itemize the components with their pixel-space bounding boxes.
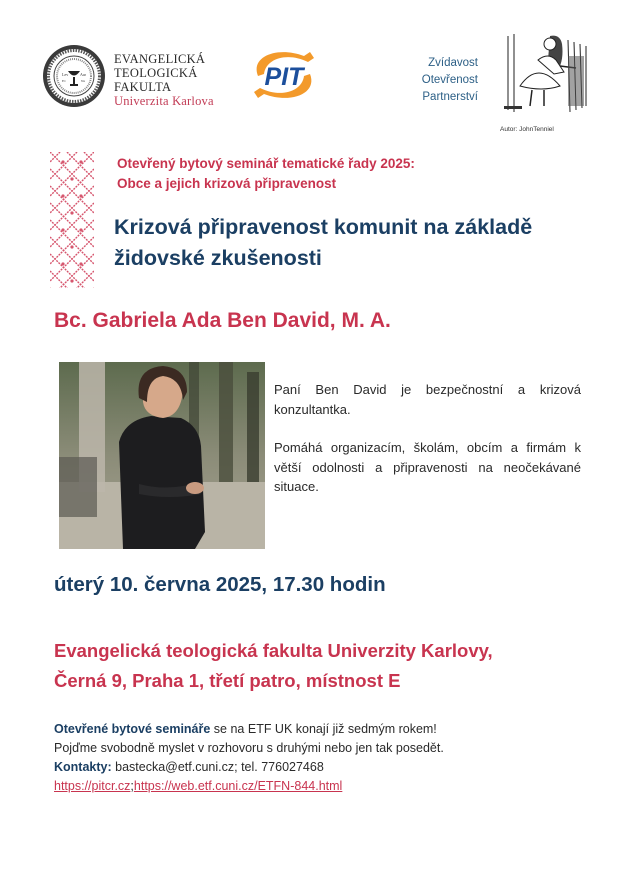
pit-hug-logo-icon [244, 42, 324, 108]
series-line: Otevřený bytový seminář tematické řady 2025: [117, 156, 415, 171]
pattern-dot [70, 177, 73, 180]
footer-line-2: Pojďme svobodně myslet v rozhovoru s druhými nebo jen tak posedět. [54, 741, 444, 755]
contacts-label: Kontakty: [54, 760, 112, 774]
pattern-dot [61, 160, 64, 163]
svg-text:Aar: Aar [80, 72, 86, 77]
faculty-line: TEOLOGICKÁ [114, 66, 198, 80]
value-item: Otevřenost [421, 74, 478, 86]
lecture-title [114, 212, 532, 274]
illustration-credit: Autor: JohnTenniel [500, 126, 554, 133]
title-line: Krizová připravenost komunit na základě [114, 215, 533, 239]
series-name: Otevřené bytové semináře [54, 722, 211, 736]
university-name: Univerzita Karlova [114, 94, 214, 108]
alice-illustration [498, 30, 594, 124]
speaker-name: Bc. Gabriela Ada Ben David, M. A. [54, 309, 391, 332]
footer-line-1 [54, 720, 444, 739]
svg-text:Na: Na [81, 79, 86, 83]
event-venue [54, 636, 493, 696]
bio-paragraph: Paní Ben David je bezpečnostní a krizová konzultantka. [274, 382, 581, 417]
contacts-line [54, 758, 444, 777]
pattern-dot [79, 228, 82, 231]
pattern-dot [79, 262, 82, 265]
event-date: úterý 10. června 2025, 17.30 hodin [54, 573, 386, 596]
svg-text:Ev: Ev [62, 79, 66, 83]
pattern-dot [70, 245, 73, 248]
faculty-name [114, 52, 214, 108]
faculty-line: EVANGELICKÁ [114, 52, 206, 66]
pattern-dot [61, 262, 64, 265]
svg-text:Lev: Lev [62, 72, 69, 77]
pattern-dot [79, 160, 82, 163]
links-line [54, 777, 444, 796]
faculty-line: FAKULTA [114, 80, 172, 94]
bio-paragraph: Pomáhá organizacím, školám, obcím a firmám k větší odolnosti a připravenosti na neočekávané situace. [274, 440, 581, 494]
etf-event-link[interactable]: https://web.etf.cuni.cz/ETFN-844.html [133, 779, 343, 793]
value-item: Partnerství [422, 91, 478, 103]
pattern-dot [79, 194, 82, 197]
venue-line: Evangelická teologická fakulta Univerzity Karlovy, [54, 640, 493, 661]
title-line: židovské zkušenosti [114, 246, 322, 270]
decorative-pattern [50, 152, 94, 288]
link-separator: ; [130, 779, 134, 793]
series-heading [117, 154, 415, 194]
pattern-lattice [50, 152, 94, 288]
pitcr-link[interactable]: https://pitcr.cz [54, 779, 131, 793]
pit-logo [244, 42, 324, 108]
venue-line: Černá 9, Praha 1, třetí patro, místnost E [54, 670, 401, 691]
pattern-dot [70, 211, 73, 214]
pit-logo-text: PIT [264, 63, 304, 91]
series-line: Obce a jejich krizová připravenost [117, 176, 337, 191]
university-seal-icon [42, 44, 106, 108]
series-info: se na ETF UK konají již sedmým rokem! [210, 722, 437, 736]
pattern-dot [70, 279, 73, 282]
pattern-dot [61, 194, 64, 197]
value-item: Zvídavost [428, 57, 478, 69]
values-list [422, 55, 478, 106]
speaker-bio [274, 380, 581, 516]
pattern-dot [61, 228, 64, 231]
speaker-photo [59, 362, 265, 549]
contacts-value: bastecka@etf.cuni.cz; tel. 776027468 [111, 760, 324, 774]
footer-info [54, 720, 444, 796]
